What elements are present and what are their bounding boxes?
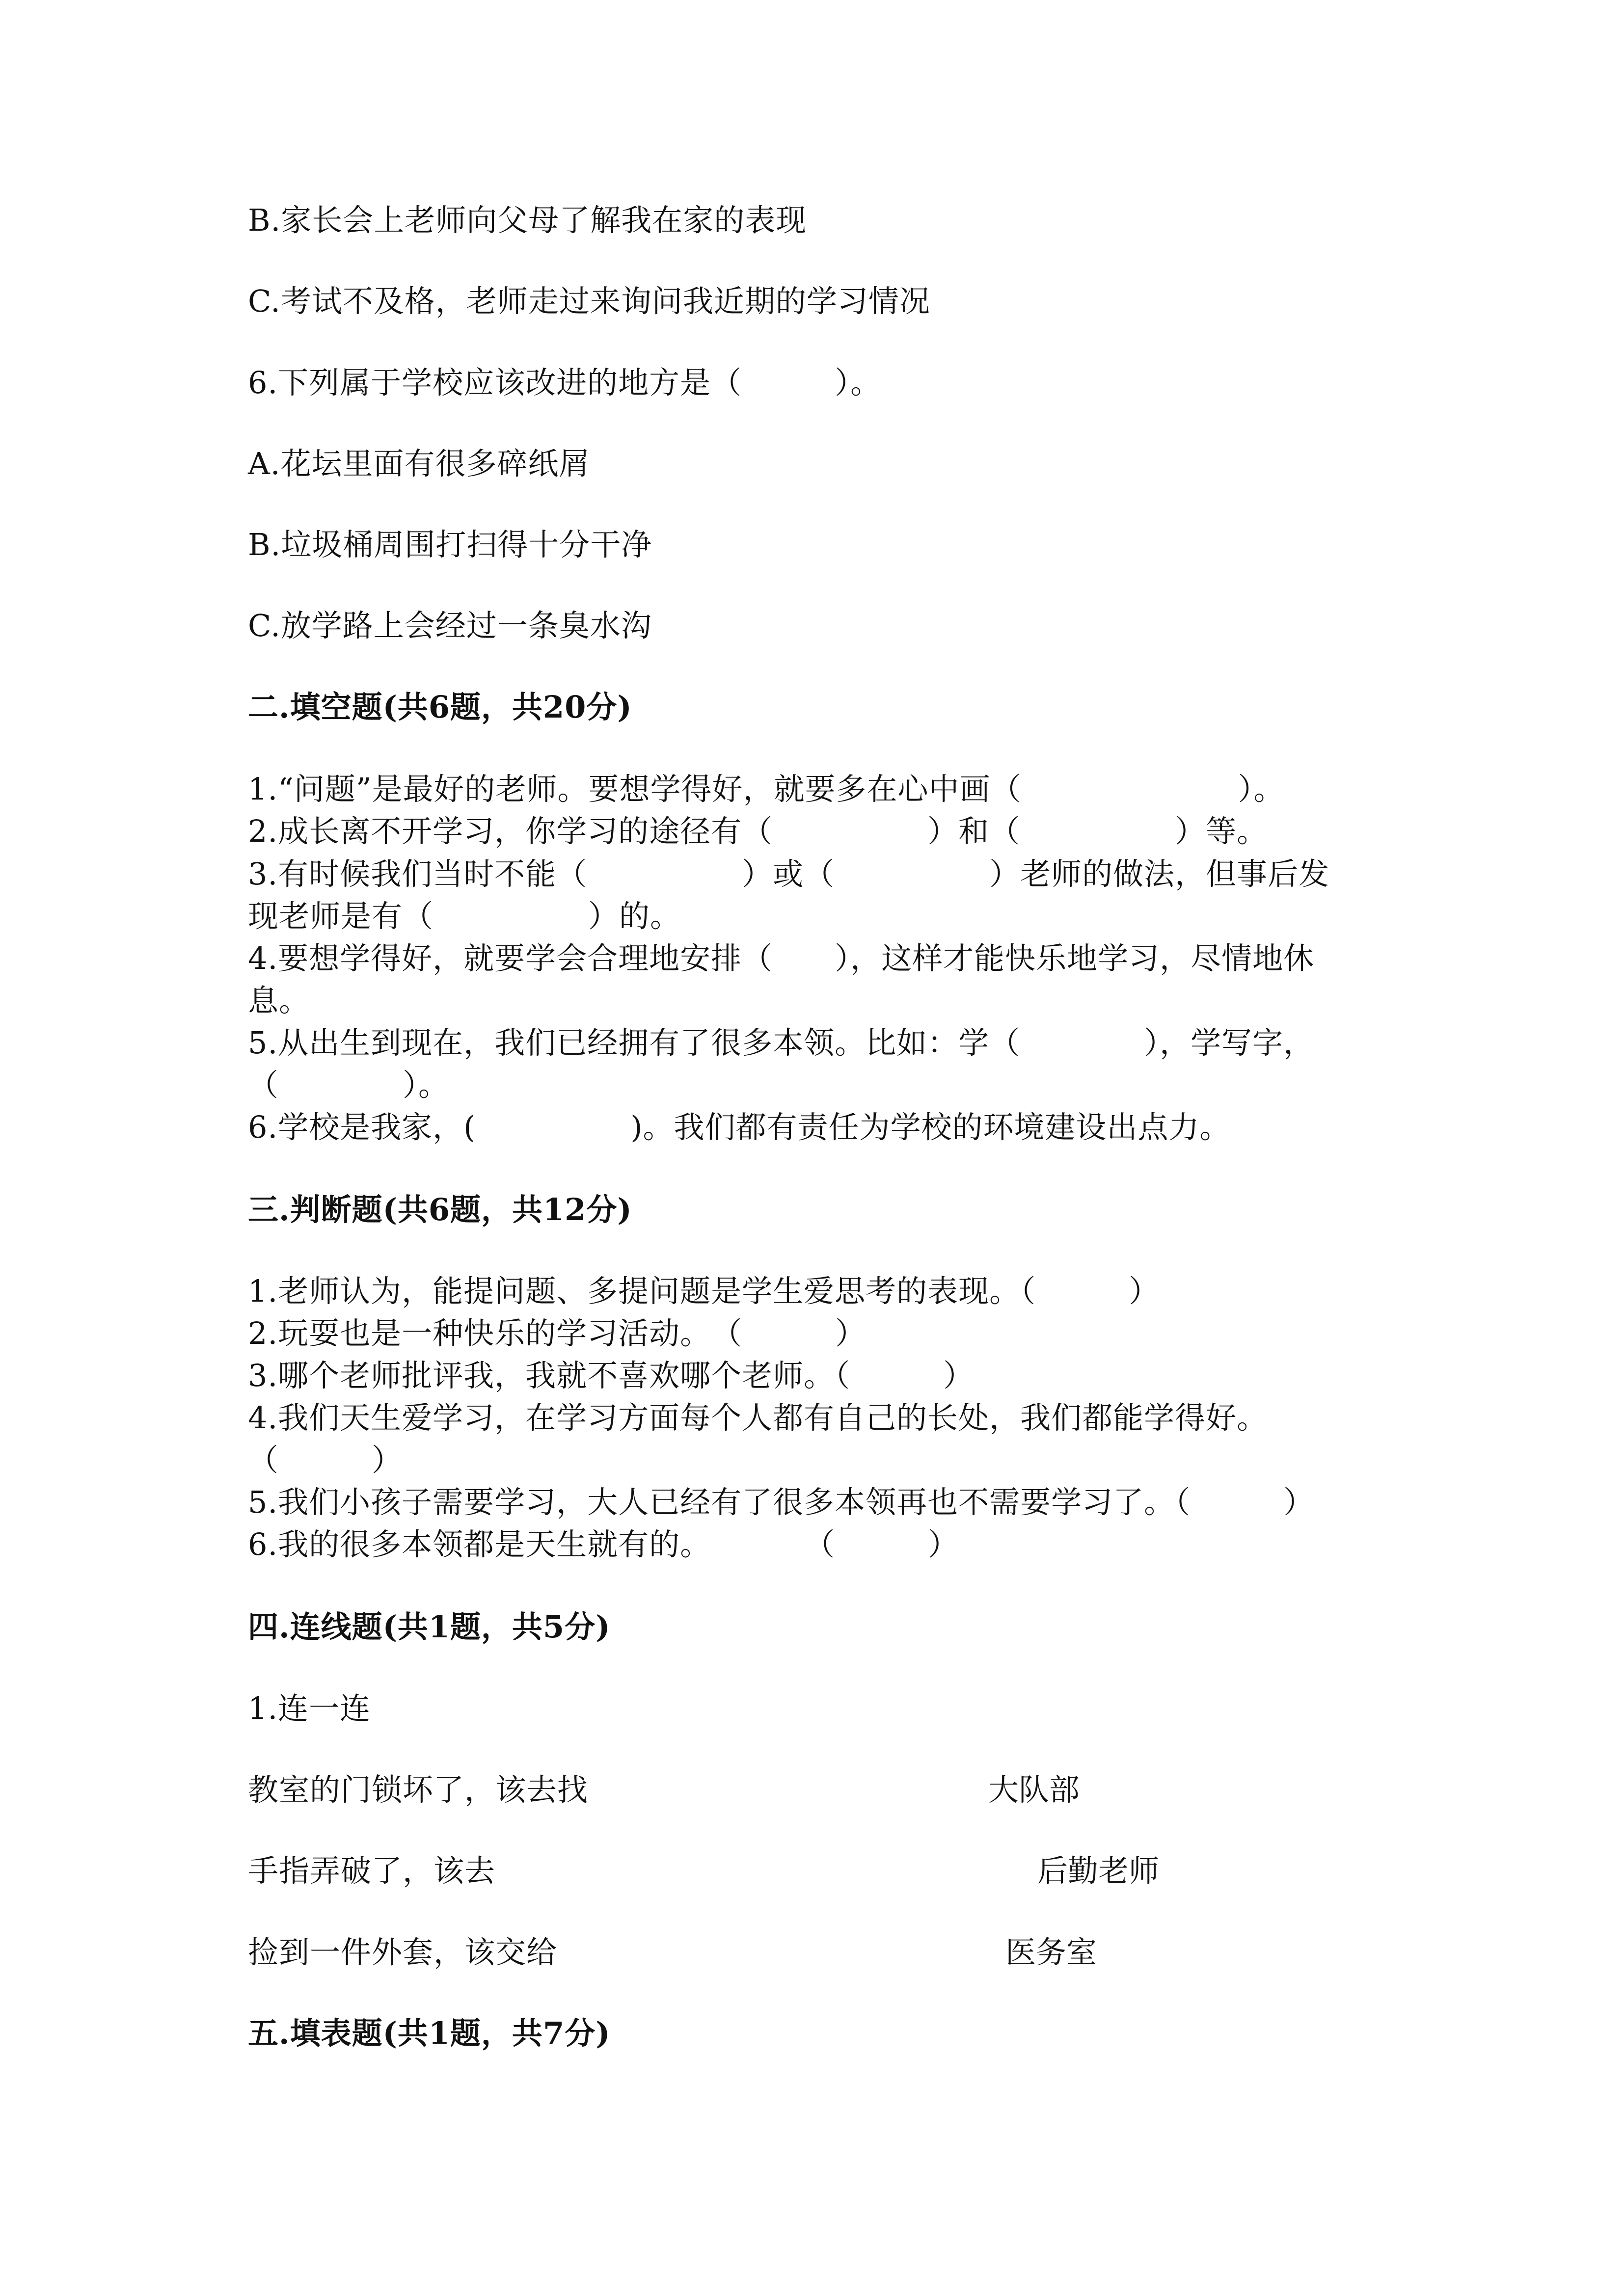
- match-q1: 1.连一连: [248, 1690, 371, 1726]
- q6-option-c: C.放学路上会经过一条臭水沟: [248, 608, 652, 643]
- match-right-item: 大队部: [988, 1772, 1080, 1808]
- fill-q5-line1: 5.从出生到现在，我们已经拥有了很多本领。比如：学（ ），学写字，: [248, 1025, 1315, 1061]
- q6-option-b: B.垃圾桶周围打扫得十分干净: [248, 527, 652, 562]
- fill-q1: 1.“问题”是最好的老师。要想学得好，就要多在心中画（ ）。: [248, 771, 1285, 807]
- fill-q5-line2: （ ）。: [248, 1067, 450, 1103]
- fill-q3-line1: 3.有时候我们当时不能（ ）或（ ）老师的做法，但事后发: [248, 856, 1330, 892]
- section2-heading: 二.填空题(共6题，共20分): [248, 689, 632, 725]
- section5-heading: 五.填表题(共1题，共7分): [248, 2015, 611, 2051]
- judge-q4-line1: 4.我们天生爱学习，在学习方面每个人都有自己的长处，我们都能学得好。: [248, 1400, 1268, 1436]
- judge-q3: 3.哪个老师批评我，我就不喜欢哪个老师。（ ）: [248, 1358, 974, 1393]
- q5-option-c: C.考试不及格，老师走过来询问我近期的学习情况: [248, 283, 930, 319]
- section4-heading: 四.连线题(共1题，共5分): [248, 1609, 611, 1645]
- fill-q2: 2.成长离不开学习，你学习的途径有（ ）和（ ）等。: [248, 813, 1268, 849]
- judge-q2: 2.玩耍也是一种快乐的学习活动。 （ ）: [248, 1315, 866, 1351]
- match-right-item: 后勤老师: [1037, 1853, 1160, 1889]
- fill-q6: 6.学校是我家，( )。我们都有责任为学校的环境建设出点力。: [248, 1109, 1231, 1145]
- q6-stem: 6.下列属于学校应该改进的地方是（ ）。: [248, 365, 882, 400]
- judge-q6: 6.我的很多本领都是天生就有的。 （ ）: [248, 1526, 959, 1562]
- fill-q3-line2: 现老师是有（ ）的。: [248, 898, 681, 934]
- match-right-item: 医务室: [1005, 1934, 1097, 1970]
- fill-q4-line2: 息。: [248, 983, 310, 1018]
- judge-q1: 1.老师认为，能提问题、多提问题是学生爱思考的表现。（ ）: [248, 1273, 1160, 1309]
- match-left-item: 捡到一件外套，该交给: [248, 1934, 558, 1970]
- judge-q4-line2: （ ）: [248, 1442, 403, 1478]
- section3-heading: 三.判断题(共6题，共12分): [248, 1192, 632, 1228]
- fill-q4-line1: 4.要想学得好，就要学会合理地安排（ ），这样才能快乐地学习，尽情地休: [248, 940, 1315, 976]
- match-left-item: 手指弄破了，该去: [248, 1853, 496, 1889]
- judge-q5: 5.我们小孩子需要学习，大人已经有了很多本领再也不需要学习了。（ ）: [248, 1484, 1315, 1520]
- match-left-item: 教室的门锁坏了，该去找: [248, 1772, 589, 1808]
- q5-option-b: B.家长会上老师向父母了解我在家的表现: [248, 202, 807, 238]
- q6-option-a: A.花坛里面有很多碎纸屑: [248, 446, 590, 481]
